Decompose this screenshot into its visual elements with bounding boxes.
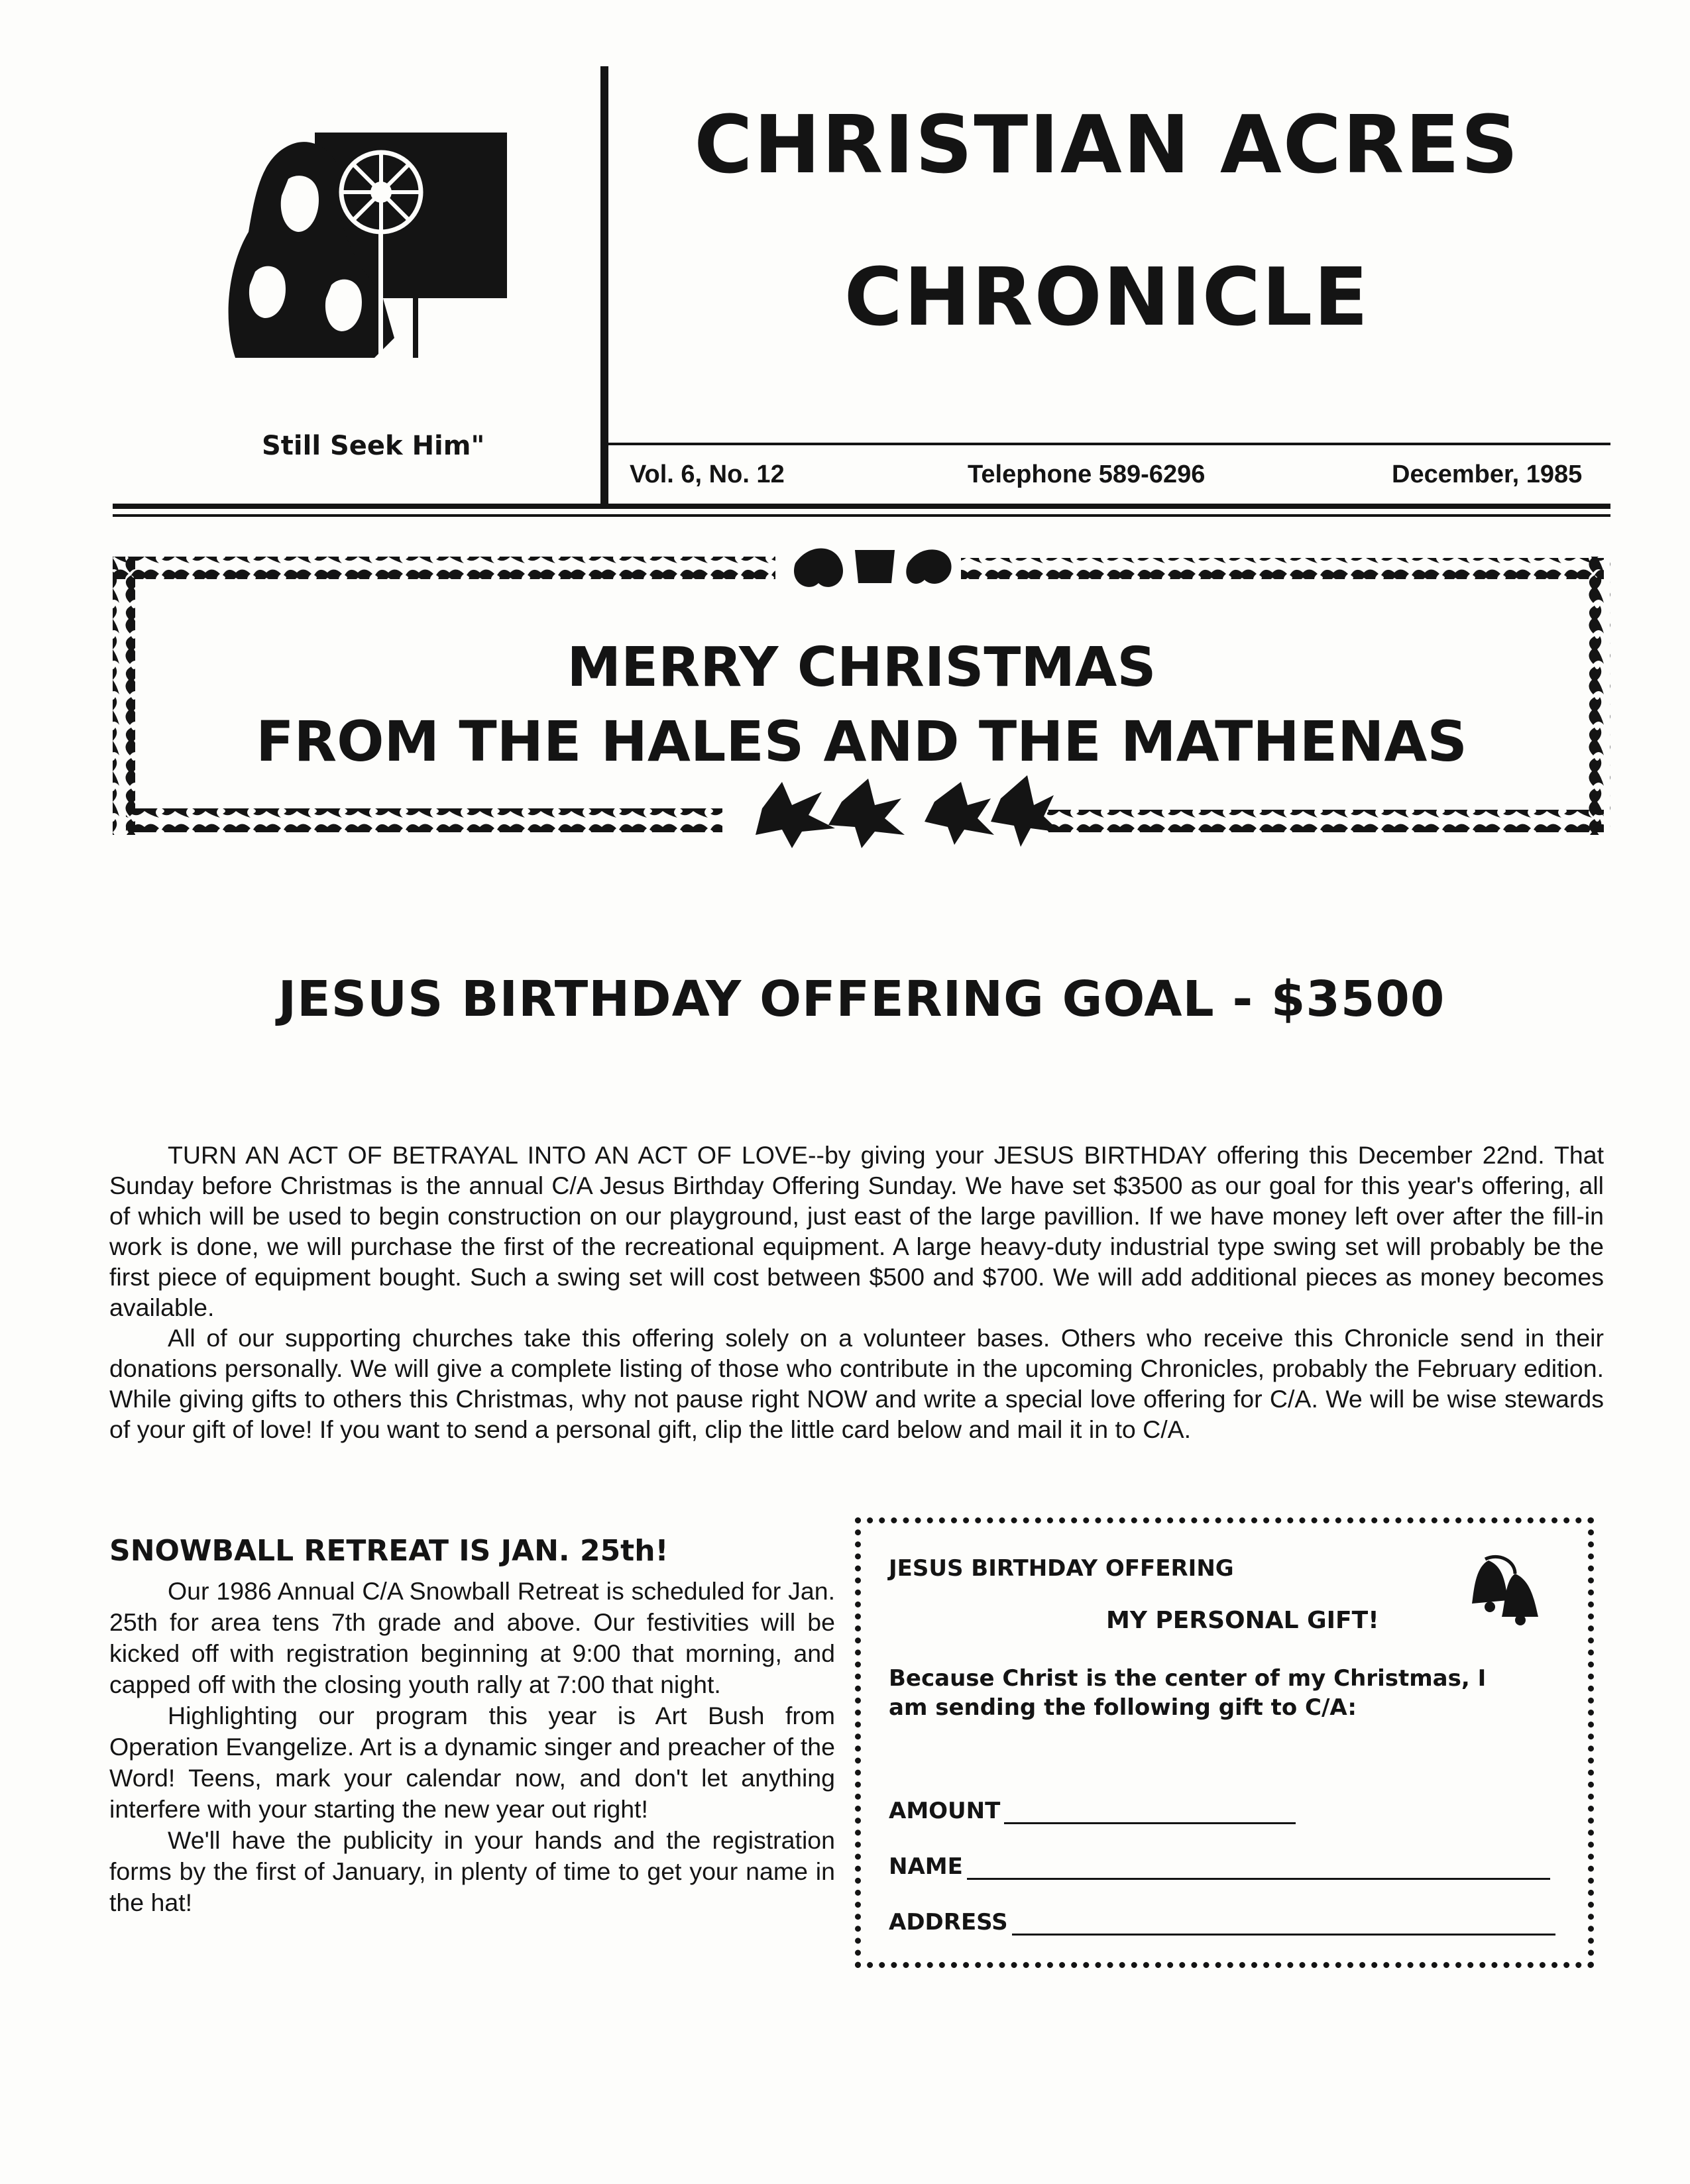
banner-families: FROM THE HALES AND THE MATHENAS bbox=[256, 709, 1467, 774]
telephone: Telephone 589-6296 bbox=[968, 461, 1206, 488]
card-subheading: MY PERSONAL GIFT! bbox=[1106, 1607, 1379, 1634]
address-blank[interactable] bbox=[1012, 1911, 1555, 1936]
amount-blank[interactable] bbox=[1004, 1800, 1296, 1824]
offering-paragraph: All of our supporting churches take this offering solely on a volunteer bases. Others who receive this Chronicle send in their donations personally. We will give a complete listing of those who contribute in the upcoming Chronicles, probably the February edition. While giving gifts to others this Christmas, why not pause right NOW and write a special love offering for C/A. We will be wise stewards of your gift of love! If you want to send a personal gift, clip the little card below and mail it in to C/A. bbox=[109, 1324, 1604, 1443]
offering-article bbox=[109, 1140, 1604, 1445]
retreat-paragraph: We'll have the publicity in your hands and the registration forms by the first of January, in plenty of time to get your name in the hat! bbox=[109, 1826, 835, 1916]
offering-goal-heading: JESUS BIRTHDAY OFFERING GOAL - $3500 bbox=[278, 971, 1445, 1028]
card-message: Because Christ is the center of my Christmas, I am sending the following gift to C/A: bbox=[889, 1665, 1487, 1721]
volume-number: Vol. 6, No. 12 bbox=[630, 461, 785, 488]
name-label: NAME bbox=[889, 1853, 963, 1880]
header-rule bbox=[113, 504, 1610, 509]
amount-label: AMOUNT bbox=[889, 1798, 1001, 1824]
christmas-bells-icon bbox=[1469, 1554, 1542, 1633]
retreat-paragraph: Our 1986 Annual C/A Snowball Retreat is scheduled for Jan. 25th for area tens 7th grade and above. Our festivities will be kicked off with registration beginning at 9:00 that morning, and capped off with the closing youth rally at 7:00 that night. bbox=[109, 1577, 835, 1698]
newsletter-title-line2: CHRONICLE bbox=[844, 252, 1370, 344]
card-heading: JESUS BIRTHDAY OFFERING bbox=[889, 1555, 1234, 1582]
address-field[interactable] bbox=[889, 1909, 1555, 1936]
amount-field[interactable] bbox=[889, 1798, 1296, 1824]
wise-men-star-icon bbox=[215, 119, 507, 358]
retreat-article bbox=[109, 1534, 835, 1918]
newsletter-title-line1: CHRISTIAN ACRES bbox=[694, 99, 1520, 191]
offering-paragraph: TURN AN ACT OF BETRAYAL INTO AN ACT OF LOVE--by giving your JESUS BIRTHDAY offering this December 22nd. That Sunday before Christmas is the annual C/A Jesus Birthday Offering Sunday. We have set $3500 as our goal for this year's offering, all of which will be used to begin construction on our playground, just east of the large pavillion. If we have money left over after the fill-in work is done, we will purchase the first of the recreational equipment. A large heavy-duty industrial type swing set will probably be the first piece of equipment bought. Such a swing set will cost between $500 and $700. We will add additional pieces as money becomes available. bbox=[109, 1141, 1604, 1321]
masthead-divider bbox=[600, 66, 608, 504]
retreat-heading: SNOWBALL RETREAT IS JAN. 25th! bbox=[109, 1534, 669, 1568]
name-field[interactable] bbox=[889, 1853, 1550, 1880]
address-label: ADDRESS bbox=[889, 1909, 1008, 1936]
retreat-paragraph: Highlighting our program this year is Art Bush from Operation Evangelize. Art is a dynamic singer and preacher of the Word! Teens, mark your calendar now, and don't let anything interfere with your starting the new year out right! bbox=[109, 1702, 835, 1823]
gift-clip-card bbox=[855, 1517, 1594, 1968]
name-blank[interactable] bbox=[967, 1855, 1550, 1880]
header-rule bbox=[113, 514, 1610, 517]
tagline: Still Seek Him" bbox=[262, 431, 485, 461]
masthead-rule bbox=[608, 443, 1610, 445]
issue-date: December, 1985 bbox=[1392, 461, 1583, 488]
banner-greeting: MERRY CHRISTMAS bbox=[567, 636, 1156, 699]
